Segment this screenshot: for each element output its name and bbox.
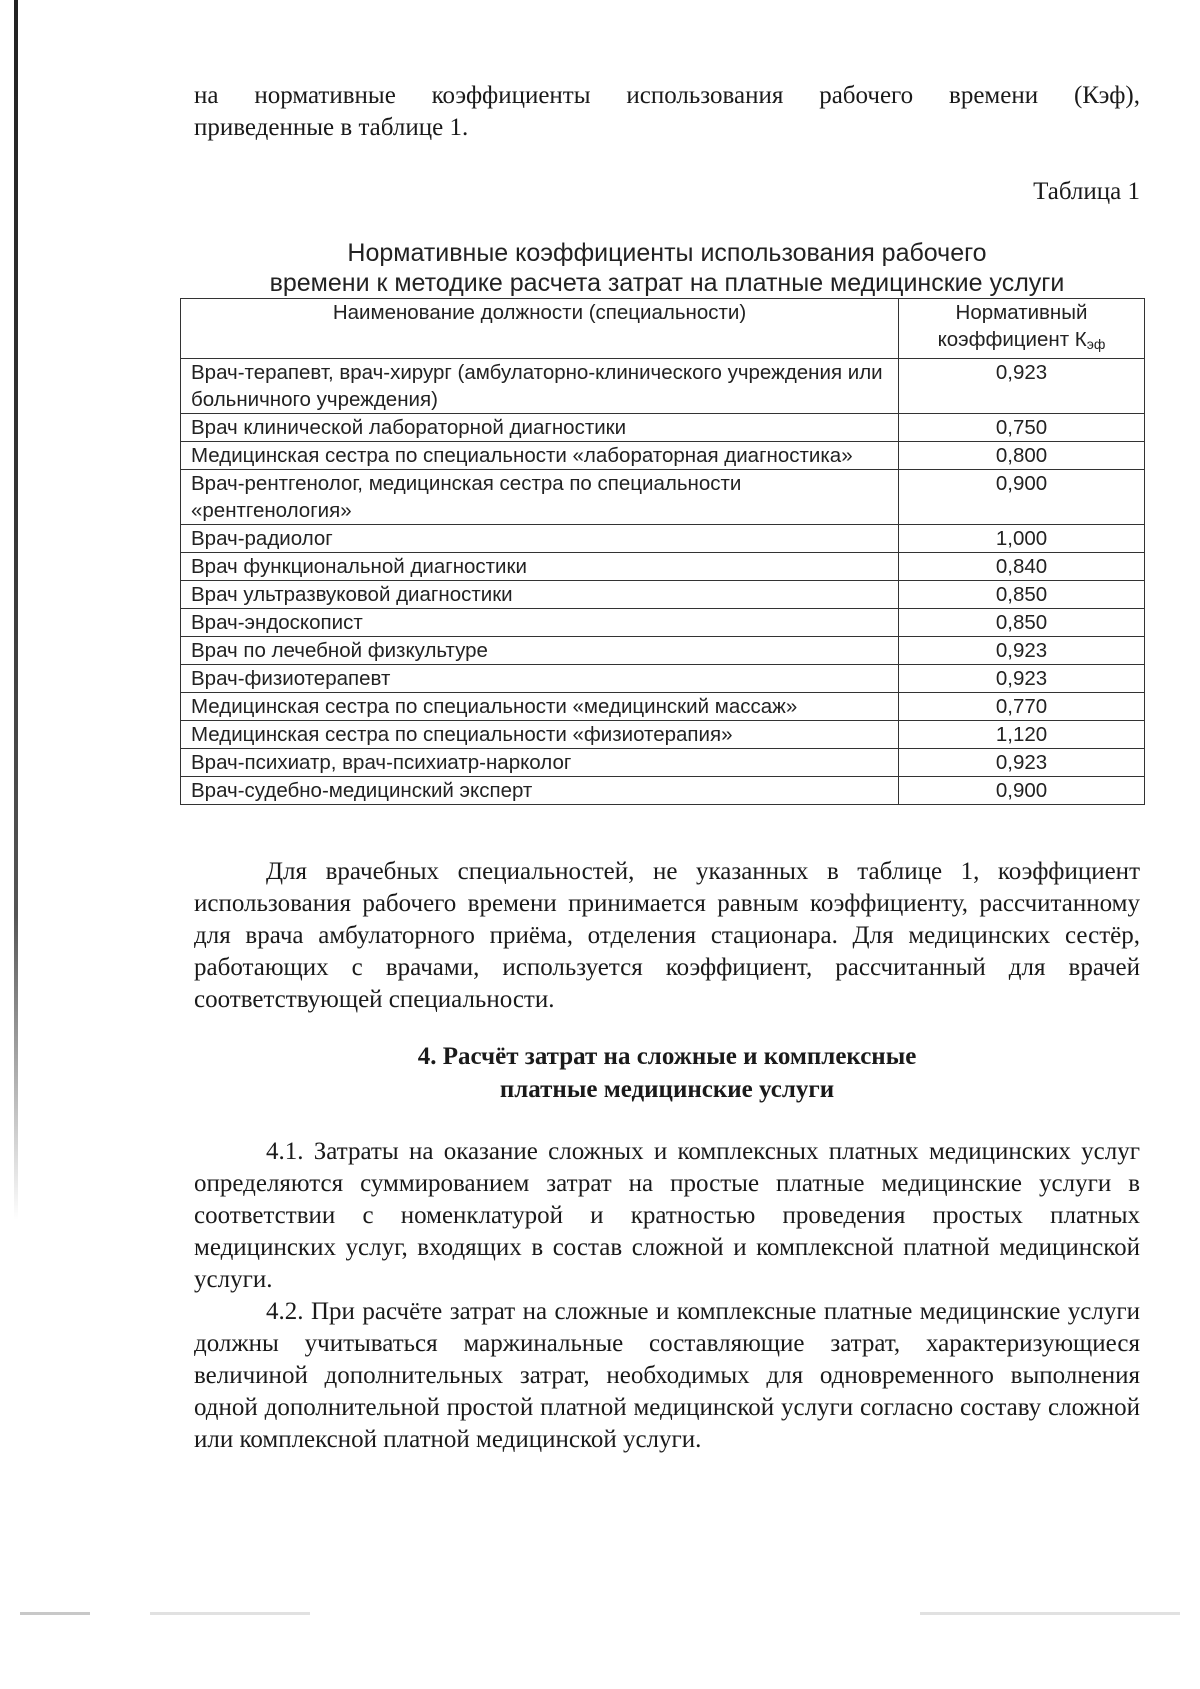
position-cell: Врач клинической лабораторной диагностики (181, 414, 899, 442)
paragraph-4-2: 4.2. При расчёте затрат на сложные и комплексные платные медицинские услуги должны учитываться маржинальные составляющие затрат, характеризующиеся величиной дополнительных затрат, необходимых для одновременного выполнения одной дополнительной простой платной медицинской услуги согласно составу сложной или комплексной платной медицинской услуги. (194, 1298, 1140, 1453)
coefficient-cell: 0,840 (899, 553, 1145, 581)
coefficient-cell: 0,850 (899, 609, 1145, 637)
scan-artifact-right (920, 1612, 1180, 1615)
position-cell: Врач-судебно-медицинский эксперт (181, 777, 899, 805)
position-cell: Врач-физиотерапевт (181, 665, 899, 693)
paragraph-4-1: 4.1. Затраты на оказание сложных и комплексных платных медицинских услуг определяются суммированием затрат на простые платные медицинские услуги в соответствии с номенклатурой и кратностью проведения простых платных медицинских услуг, входящих в состав сложной и комплексной платной медицинской услуги. (194, 1138, 1140, 1293)
table-row (181, 525, 1145, 553)
section-heading (194, 1040, 1140, 1106)
table-title-line: времени к методике расчета затрат на платные медицинские услуги (269, 269, 1065, 297)
coefficient-cell: 0,923 (899, 637, 1145, 665)
table-title-line: Нормативные коэффициенты использования рабочего (347, 239, 987, 267)
coefficient-cell: 0,770 (899, 693, 1145, 721)
scan-artifact-left (20, 1612, 90, 1615)
section-heading-line: 4. Расчёт затрат на сложные и комплексные (417, 1043, 917, 1070)
coefficient-cell: 0,750 (899, 414, 1145, 442)
table-header-row (181, 299, 1145, 359)
table-number-label: Таблица 1 (1033, 178, 1140, 205)
position-cell: Медицинская сестра по специальности «лабораторная диагностика» (181, 442, 899, 470)
header-coefficient-line2 (909, 326, 1134, 358)
position-cell: Медицинская сестра по специальности «физиотерапия» (181, 721, 899, 749)
table-body (181, 359, 1145, 805)
position-cell: Врач ультразвуковой диагностики (181, 581, 899, 609)
section-heading-line: платные медицинские услуги (499, 1076, 835, 1103)
position-cell: Врач-рентгенолог, медицинская сестра по специальности «рентгенология» (181, 470, 899, 525)
table-row (181, 609, 1145, 637)
table-row (181, 693, 1145, 721)
position-cell: Врач-эндоскопист (181, 609, 899, 637)
coefficient-cell: 1,120 (899, 721, 1145, 749)
position-cell: Врач функциональной диагностики (181, 553, 899, 581)
scan-left-edge (14, 0, 18, 1220)
table-row (181, 637, 1145, 665)
intro-line: на нормативные коэффициенты использования рабочего времени (Кэф), (194, 82, 1140, 109)
position-cell: Медицинская сестра по специальности «медицинский массаж» (181, 693, 899, 721)
table-row (181, 442, 1145, 470)
intro-paragraph (194, 80, 1140, 144)
coefficient-cell: 0,923 (899, 665, 1145, 693)
table-row (181, 414, 1145, 442)
position-cell: Врач-психиатр, врач-психиатр-нарколог (181, 749, 899, 777)
paragraph-text: Для врачебных специальностей, не указанных в таблице 1, коэффициент использования рабочего времени принимается равным коэффициенту, рассчитанному для врача амбулаторного приёма, отделения стационара. Для медицинских сестёр, работающих с врачами, используется коэффициент, рассчитанный для врачей соответствующей специальности. (194, 858, 1140, 1013)
coefficient-cell: 0,900 (899, 470, 1145, 525)
header-coefficient-subscript: эф (1086, 336, 1106, 352)
table-row (181, 777, 1145, 805)
header-position: Наименование должности (специальности) (181, 299, 899, 359)
coefficient-cell: 0,850 (899, 581, 1145, 609)
table-row (181, 665, 1145, 693)
after-table-paragraph (194, 856, 1140, 1016)
position-cell: Врач-радиолог (181, 525, 899, 553)
coefficients-table (180, 298, 1145, 805)
table-row (181, 553, 1145, 581)
table-row (181, 581, 1145, 609)
header-coefficient-text: коэффициент К (937, 328, 1087, 351)
table-row (181, 359, 1145, 414)
header-coefficient (899, 299, 1145, 359)
coefficient-cell: 0,923 (899, 749, 1145, 777)
scan-artifact-mid (150, 1612, 310, 1615)
table-row (181, 721, 1145, 749)
coefficient-cell: 0,923 (899, 359, 1145, 414)
position-cell: Врач по лечебной физкультуре (181, 637, 899, 665)
position-cell: Врач-терапевт, врач-хирург (амбулаторно-клинического учреждения или больничного учреждения) (181, 359, 899, 414)
coefficient-cell: 0,900 (899, 777, 1145, 805)
table-row (181, 470, 1145, 525)
table-title (194, 238, 1140, 298)
coefficient-cell: 0,800 (899, 442, 1145, 470)
coefficient-cell: 1,000 (899, 525, 1145, 553)
section-paragraphs (194, 1136, 1140, 1456)
table-row (181, 749, 1145, 777)
intro-line: приведенные в таблице 1. (194, 114, 469, 141)
header-coefficient-line1: Нормативный (955, 301, 1088, 324)
